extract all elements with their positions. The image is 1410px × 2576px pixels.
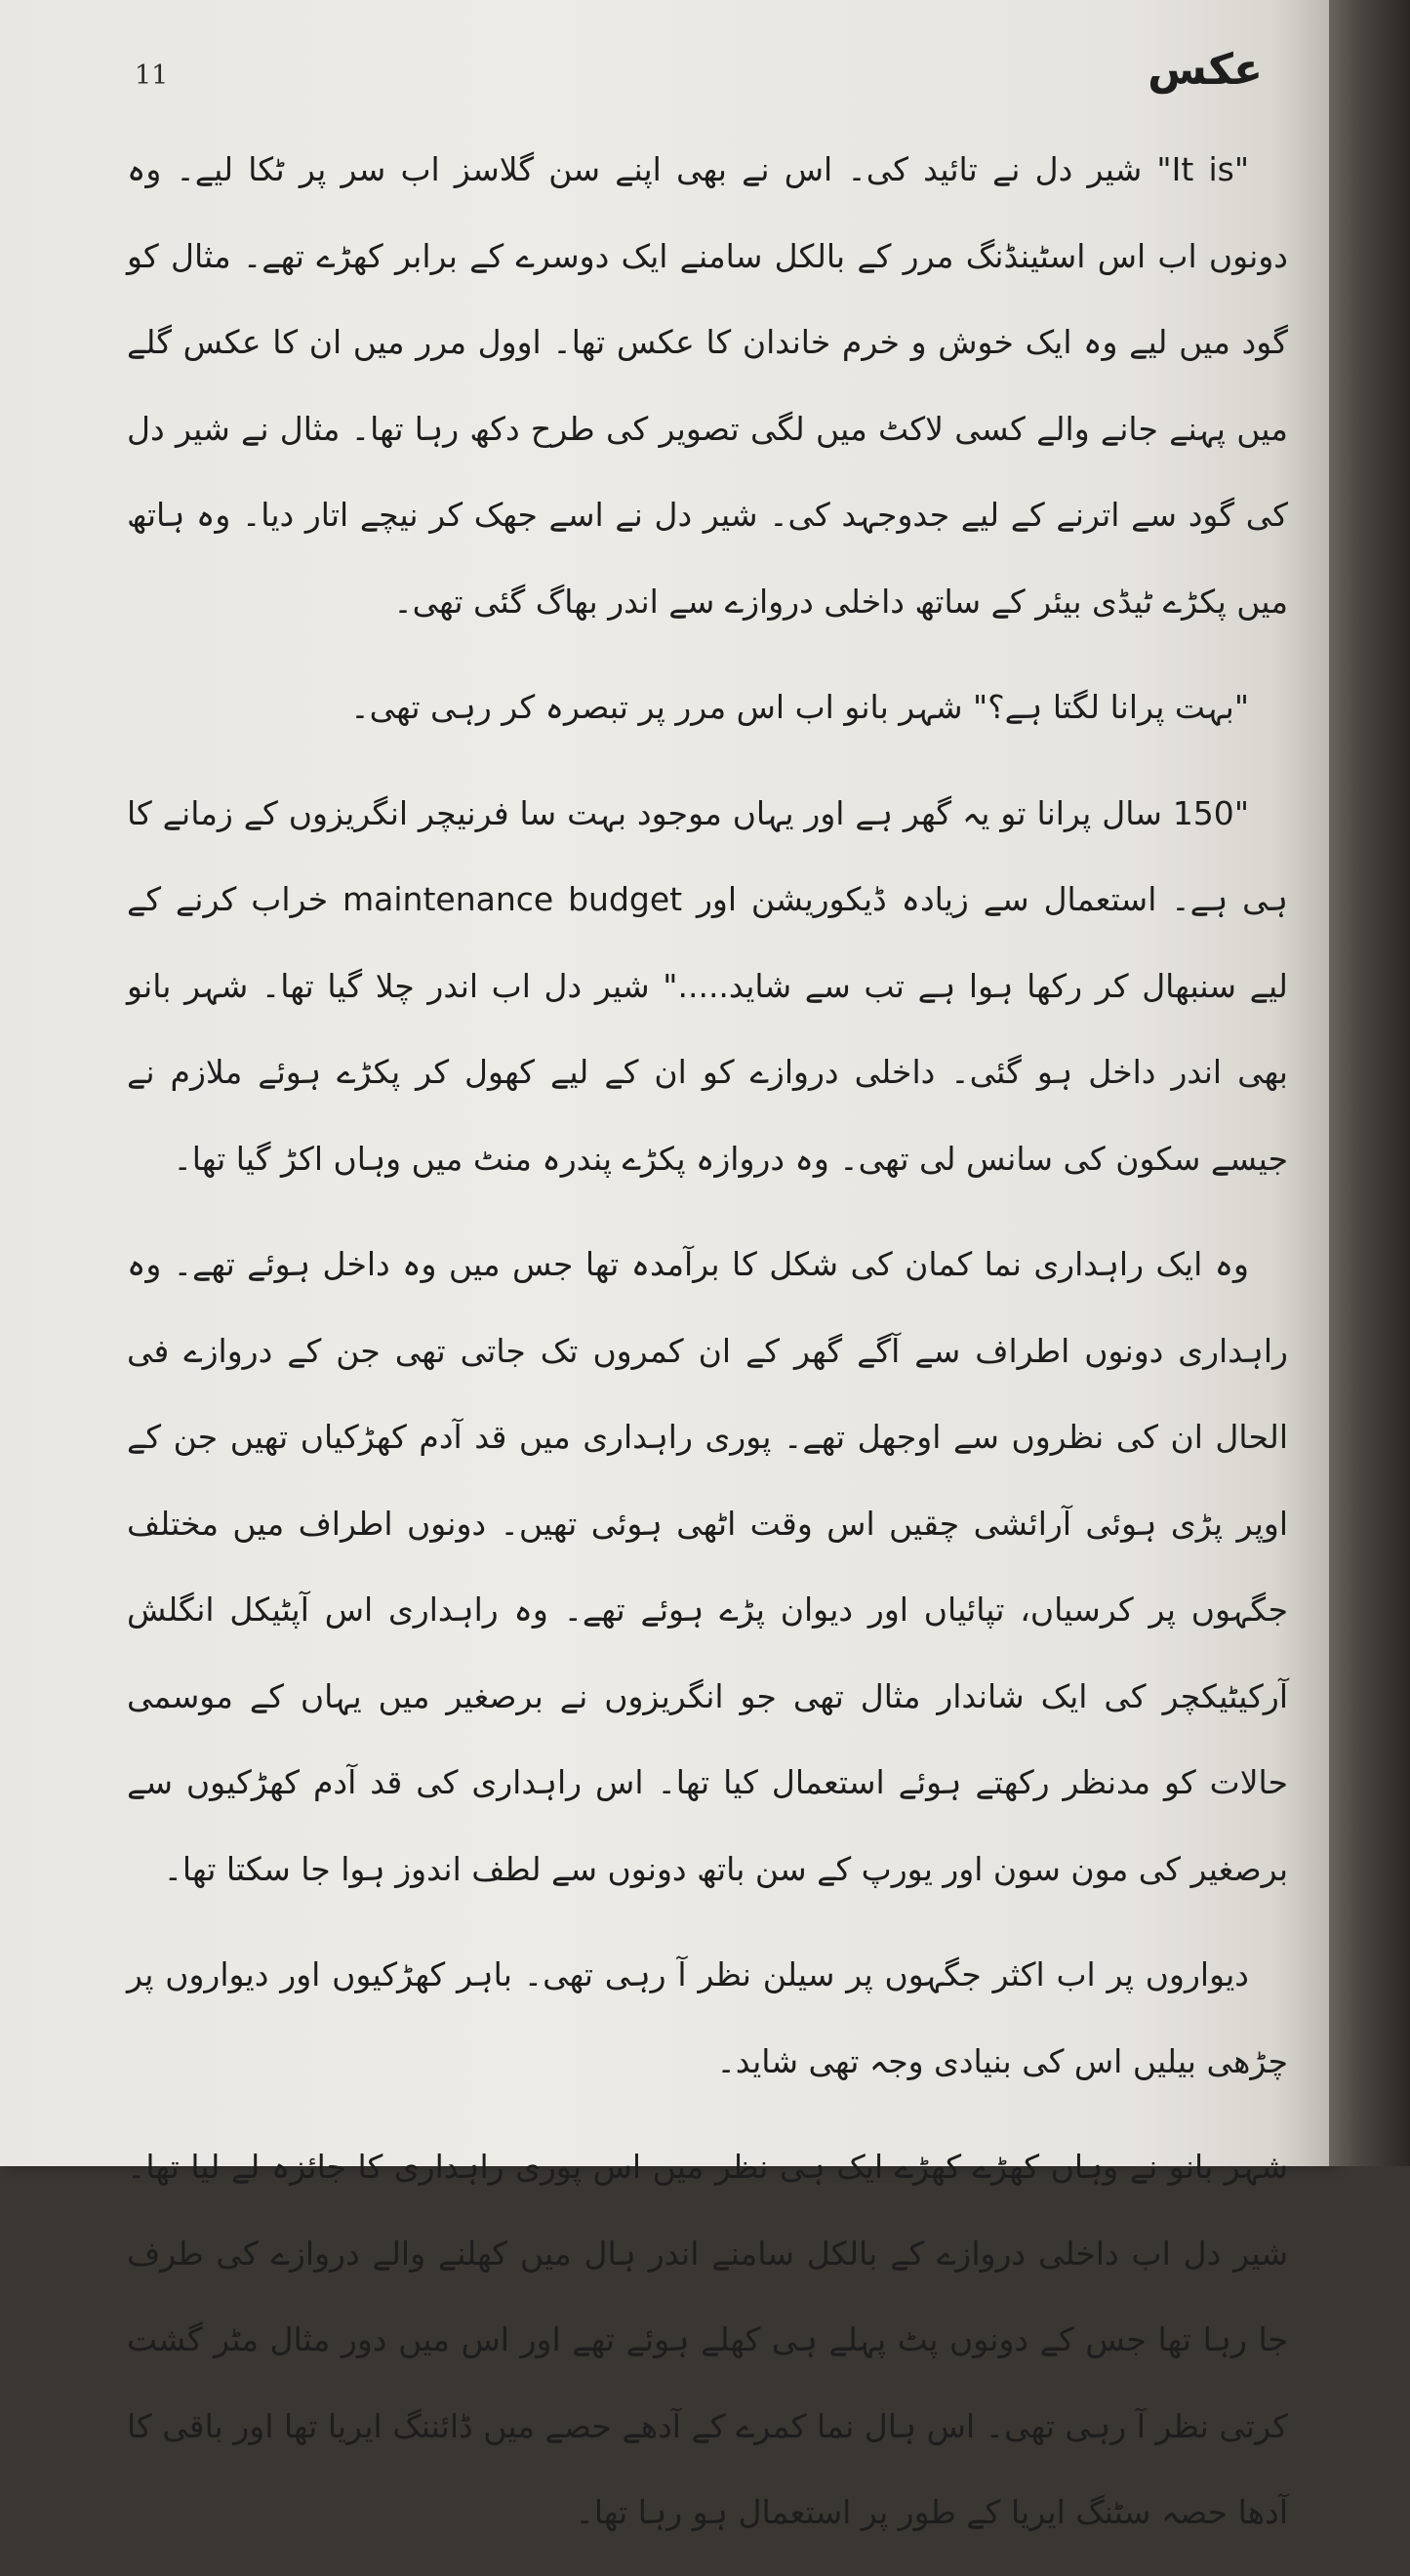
running-title: عکس	[1148, 45, 1263, 95]
paragraph-6: شہر بانو نے وہاں کھڑے کھڑے ایک ہی نظر میں اس پوری راہداری کا جائزہ لے لیا تھا۔ شیر دل اب داخلی دروازے کے بالکل سامنے اندر ہال میں کھلنے والے دروازے کی طرف جا رہا تھا جس کے دونوں پٹ پہلے ہی کھلے ہوئے تھے اور اس میں دور مثال مٹر گشت کرتی نظر آ رہی تھی۔ اس ہال نما کمرے کے آدھے حصے میں ڈائننگ ایریا تھا اور باقی کا آدھا حصہ سٹنگ ایریا کے طور پر استعمال ہو رہا تھا۔	[127, 2148, 1288, 2531]
paragraph-1: "It is" شیر دل نے تائید کی۔ اس نے بھی اپنے سن گلاسز اب سر پر ٹکا لیے۔ وہ دونوں اب اس اسٹینڈنگ مرر کے بالکل سامنے ایک دوسرے کے برابر کھڑے تھے۔ مثال کو گود میں لیے وہ ایک خوش و خرم خاندان کا عکس تھا۔ اوول مرر میں ان کا عکس گلے میں پہنے جانے والے کسی لاکٹ میں لگی تصویر کی طرح دکھ رہا تھا۔ مثال نے شیر دل کی گود سے اترنے کے لیے جدوجہد کی۔ شیر دل نے اسے جھک کر نیچے اتار دیا۔ وہ ہاتھ میں پکڑے ٹیڈی بیئر کے ساتھ داخلی دروازے سے اندر بھاگ گئی تھی۔	[127, 150, 1288, 621]
paragraph-5: دیواروں پر اب اکثر جگہوں پر سیلن نظر آ رہی تھی۔ باہر کھڑکیوں اور دیواروں پر چڑھی بیلیں اس کی بنیادی وجہ تھی شاید۔	[127, 1955, 1288, 2080]
paragraph-2: "بہت پرانا لگتا ہے؟" شہر بانو اب اس مرر پر تبصرہ کر رہی تھی۔	[350, 688, 1249, 726]
page-number: 11	[135, 60, 169, 91]
paragraph-3: "150 سال پرانا تو یہ گھر ہے اور یہاں موجود بہت سا فرنیچر انگریزوں کے زمانے کا ہی ہے۔ استعمال سے زیادہ ڈیکوریشن اور maintenance budget خراب کرنے کے لیے سنبھال کر رکھا ہوا ہے تب سے شاید....." شیر دل اب اندر چلا گیا تھا۔ شہر بانو بھی اندر داخل ہو گئی۔ داخلی دروازے کو ان کے لیے کھول کر پکڑے ہوئے ملازم نے جیسے سکون کی سانس لی تھی۔ وہ دروازہ پکڑے پندرہ منٹ میں وہاں اکڑ گیا تھا۔	[127, 793, 1289, 1178]
page-body	[127, 127, 1288, 2576]
book-spine	[1329, 0, 1410, 2166]
paragraph-4: وہ ایک راہداری نما کمان کی شکل کا برآمدہ تھا جس میں وہ داخل ہوئے تھے۔ وہ راہداری دونوں اطراف سے آگے گھر کے ان کمروں تک جاتی تھی جن کے دروازے فی الحال ان کی نظروں سے اوجھل تھے۔ پوری راہداری میں قد آدم کھڑکیاں تھیں جن کے اوپر پڑی ہوئی آرائشی چقیں اس وقت اٹھی ہوئی تھیں۔ دونوں اطراف میں مختلف جگہوں پر کرسیاں، تپائیاں اور دیوان پڑے ہوئے تھے۔ وہ راہداری اس آپٹیکل انگلش آرکیٹیکچر کی ایک شاندار مثال تھی جو انگریزوں نے برصغیر میں یہاں کے موسمی حالات کو مدنظر رکھتے ہوئے استعمال کیا تھا۔ اس راہداری کی قد آدم کھڑکیوں سے برصغیر کی مون سون اور یورپ کے سن باتھ دونوں سے لطف اندوز ہوا جا سکتا تھا۔	[127, 1245, 1288, 1888]
page-header	[0, 39, 1329, 107]
